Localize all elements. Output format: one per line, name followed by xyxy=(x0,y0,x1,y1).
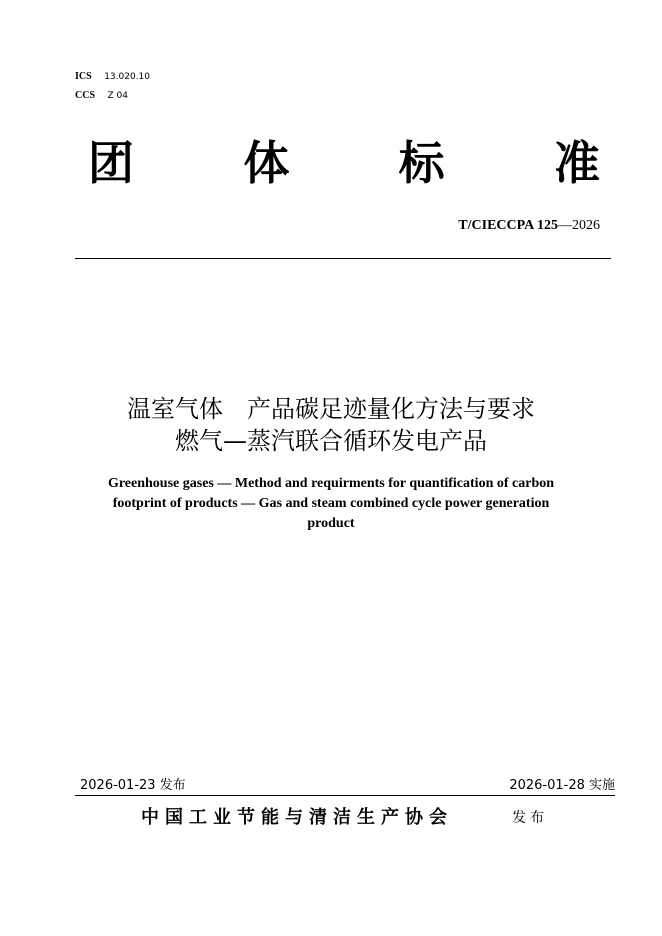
ccs-label: CCS xyxy=(75,90,96,101)
implementation-date: 2026-01-28 实施 xyxy=(509,778,615,793)
publisher-name: 中国工业节能与清洁生产协会 xyxy=(141,807,453,828)
standard-type-char: 准 xyxy=(553,136,600,190)
standard-type-heading xyxy=(88,132,600,188)
chinese-title-line-2: 燃气—蒸汽联合循环发电产品 xyxy=(175,427,487,455)
ccs-classification xyxy=(75,90,128,102)
header-divider xyxy=(75,258,611,259)
ics-value: 13.020.10 xyxy=(104,72,150,82)
chinese-title-line-1: 温室气体 产品碳足迹量化方法与要求 xyxy=(127,395,535,423)
footer-divider xyxy=(75,795,615,796)
ics-classification xyxy=(75,71,150,83)
issue-date: 2026-01-23 发布 xyxy=(80,778,186,793)
publisher-suffix: 发布 xyxy=(512,810,548,826)
standard-type-char: 标 xyxy=(398,136,445,190)
standard-number-code: T/CIECCPA 125 xyxy=(458,218,558,233)
ics-label: ICS xyxy=(75,71,92,82)
standard-number-year: —2026 xyxy=(558,218,600,233)
standard-type-char: 团 xyxy=(88,136,134,190)
standard-number xyxy=(458,218,600,234)
ccs-value: Z 04 xyxy=(107,91,128,101)
standard-type-char: 体 xyxy=(243,136,290,190)
english-title: Greenhouse gases — Method and requirments for quantification of carbon footprint of products — Gas and steam combined cycle power generation product xyxy=(107,476,555,531)
